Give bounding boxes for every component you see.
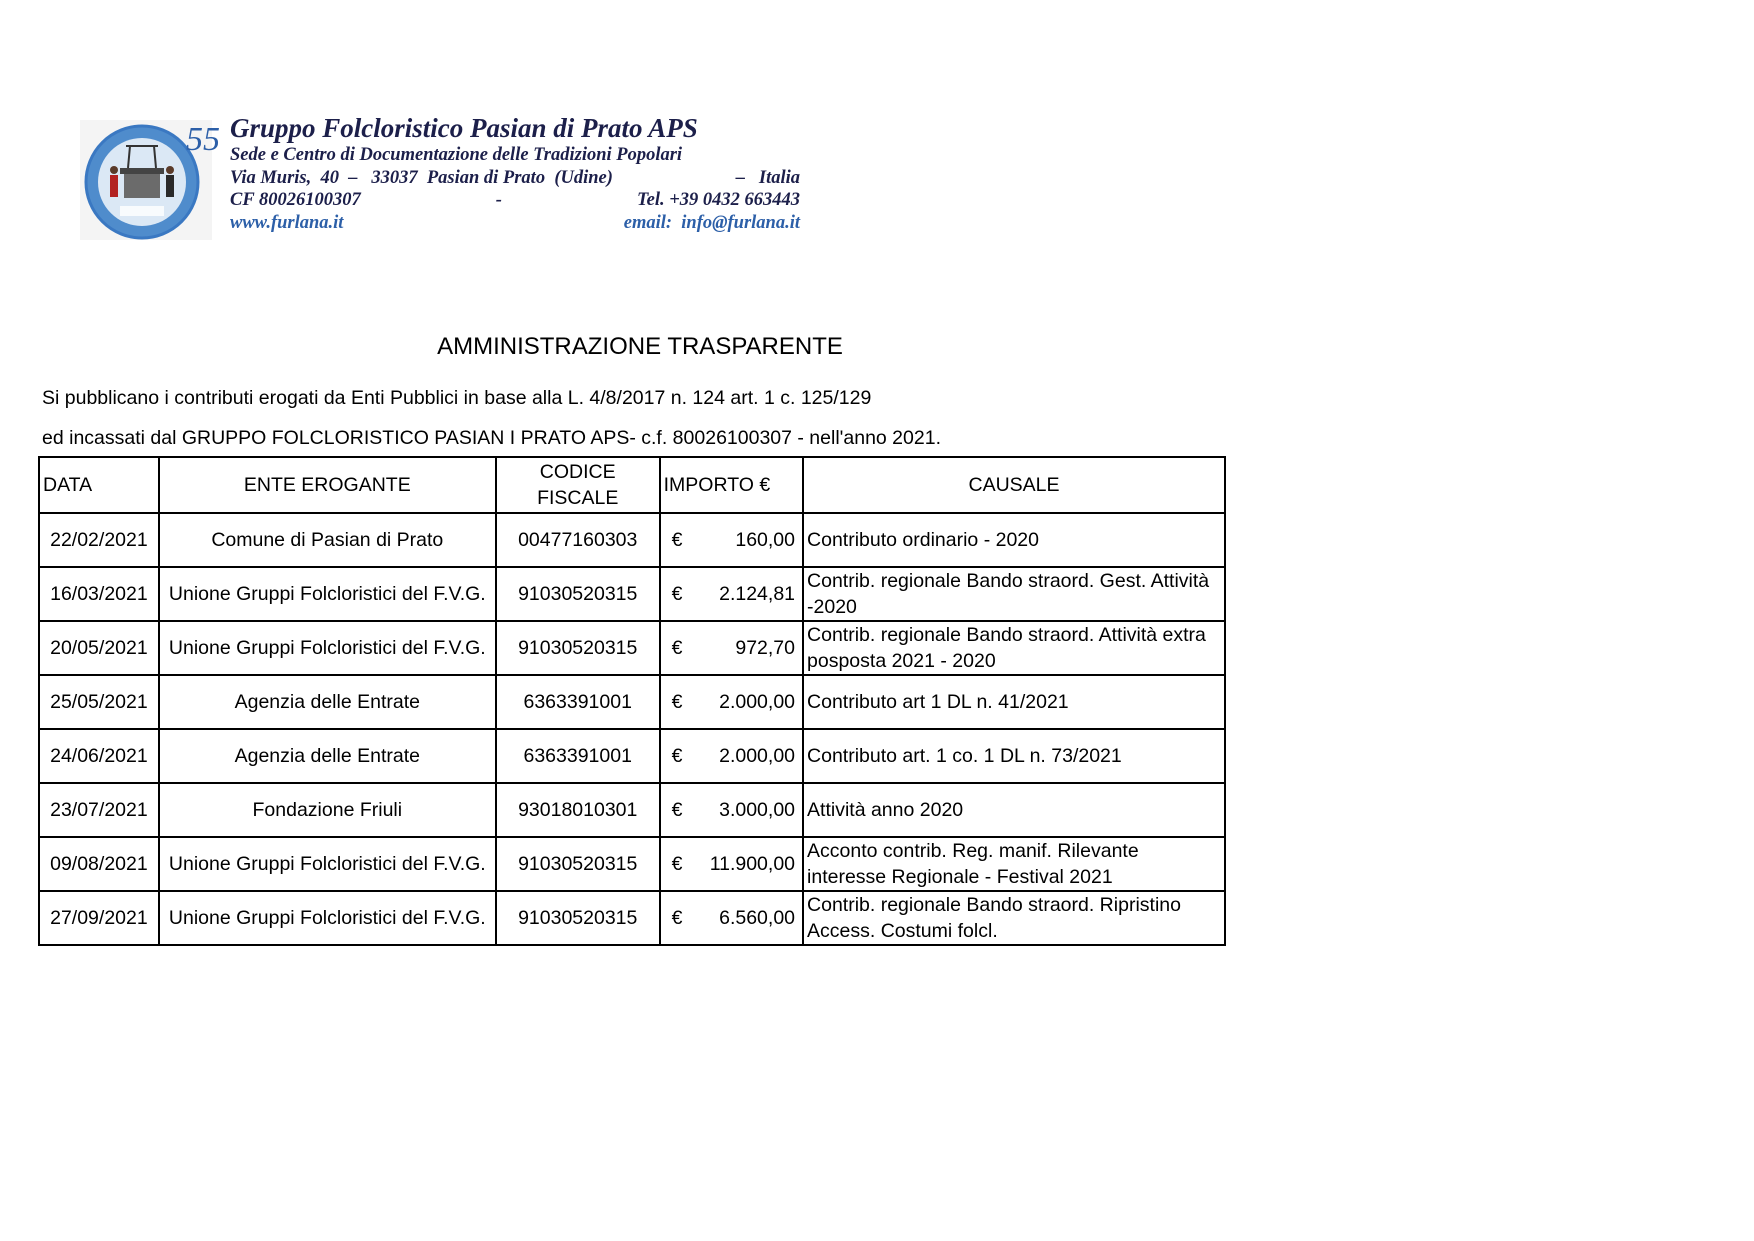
cell-date: 23/07/2021 bbox=[39, 783, 159, 837]
cell-importo bbox=[660, 837, 803, 891]
intro-line-2: ed incassati dal GRUPPO FOLCLORISTICO PASIAN I PRATO APS- c.f. 80026100307 - nell'anno 2021. bbox=[42, 427, 941, 449]
org-cf: CF 80026100307 bbox=[230, 190, 361, 210]
header-causale: CAUSALE bbox=[803, 457, 1225, 513]
table-header-row bbox=[39, 457, 1225, 513]
cell-importo bbox=[660, 675, 803, 729]
org-separator: - bbox=[495, 190, 502, 210]
page-title: AMMINISTRAZIONE TRASPARENTE bbox=[437, 333, 843, 360]
cell-cf: 00477160303 bbox=[496, 513, 660, 567]
amount: 160,00 bbox=[735, 529, 796, 551]
cell-cf: 6363391001 bbox=[496, 675, 660, 729]
cell-causale: Contributo ordinario - 2020 bbox=[803, 513, 1225, 567]
amount: 972,70 bbox=[735, 637, 796, 659]
cell-date: 20/05/2021 bbox=[39, 621, 159, 675]
currency-symbol: € bbox=[671, 583, 683, 605]
logo-number: 55 bbox=[186, 121, 220, 158]
org-phone: Tel. +39 0432 663443 bbox=[637, 190, 800, 210]
cell-cf: 6363391001 bbox=[496, 729, 660, 783]
amount: 3.000,00 bbox=[719, 799, 796, 821]
header-importo: IMPORTO € bbox=[660, 457, 803, 513]
cell-ente: Agenzia delle Entrate bbox=[159, 729, 496, 783]
table-row bbox=[39, 783, 1225, 837]
amount: 6.560,00 bbox=[719, 907, 796, 929]
currency-symbol: € bbox=[671, 745, 683, 767]
amount: 2.124,81 bbox=[719, 583, 796, 605]
cell-cf: 91030520315 bbox=[496, 837, 660, 891]
cell-importo bbox=[660, 891, 803, 945]
cell-date: 25/05/2021 bbox=[39, 675, 159, 729]
cell-causale: Contrib. regionale Bando straord. Attività extra posposta 2021 - 2020 bbox=[803, 621, 1225, 675]
cell-cf: 91030520315 bbox=[496, 891, 660, 945]
cell-ente: Agenzia delle Entrate bbox=[159, 675, 496, 729]
cell-ente: Unione Gruppi Folcloristici del F.V.G. bbox=[159, 891, 496, 945]
header-date: DATA bbox=[39, 457, 159, 513]
currency-symbol: € bbox=[671, 637, 683, 659]
logo-emblem-icon bbox=[80, 120, 220, 240]
cell-ente: Unione Gruppi Folcloristici del F.V.G. bbox=[159, 567, 496, 621]
intro-line-1: Si pubblicano i contributi erogati da Enti Pubblici in base alla L. 4/8/2017 n. 124 art. 1 c. 125/129 bbox=[42, 387, 872, 409]
logo bbox=[80, 120, 220, 240]
org-contacts bbox=[230, 189, 800, 212]
table-row bbox=[39, 891, 1225, 945]
cell-date: 16/03/2021 bbox=[39, 567, 159, 621]
cell-importo bbox=[660, 513, 803, 567]
amount: 2.000,00 bbox=[719, 745, 796, 767]
currency-symbol: € bbox=[671, 529, 683, 551]
cell-causale: Contrib. regionale Bando straord. Ripristino Access. Costumi folcl. bbox=[803, 891, 1225, 945]
table-row bbox=[39, 513, 1225, 567]
table-row bbox=[39, 729, 1225, 783]
cell-cf: 91030520315 bbox=[496, 621, 660, 675]
amount: 2.000,00 bbox=[719, 691, 796, 713]
cell-causale: Contributo art. 1 co. 1 DL n. 73/2021 bbox=[803, 729, 1225, 783]
org-email-link[interactable]: email: info@furlana.it bbox=[623, 212, 800, 233]
cell-importo bbox=[660, 783, 803, 837]
cell-importo bbox=[660, 729, 803, 783]
header-ente: ENTE EROGANTE bbox=[159, 457, 496, 513]
currency-symbol: € bbox=[671, 691, 683, 713]
table-row bbox=[39, 837, 1225, 891]
cell-ente: Unione Gruppi Folcloristici del F.V.G. bbox=[159, 837, 496, 891]
currency-symbol: € bbox=[671, 907, 683, 929]
cell-causale: Contrib. regionale Bando straord. Gest. Attività -2020 bbox=[803, 567, 1225, 621]
header-cf: CODICE FISCALE bbox=[496, 457, 660, 513]
currency-symbol: € bbox=[671, 853, 683, 875]
letterhead-text bbox=[230, 112, 800, 234]
cell-cf: 93018010301 bbox=[496, 783, 660, 837]
org-address-right: – Italia bbox=[735, 167, 800, 188]
cell-date: 27/09/2021 bbox=[39, 891, 159, 945]
cell-date: 09/08/2021 bbox=[39, 837, 159, 891]
cell-date: 22/02/2021 bbox=[39, 513, 159, 567]
cell-ente: Fondazione Friuli bbox=[159, 783, 496, 837]
org-address bbox=[230, 167, 800, 190]
letterhead bbox=[80, 112, 820, 242]
org-subtitle: Sede e Centro di Documentazione delle Tradizioni Popolari bbox=[230, 145, 683, 165]
cell-importo bbox=[660, 567, 803, 621]
cell-causale: Acconto contrib. Reg. manif. Rilevante interesse Regionale - Festival 2021 bbox=[803, 837, 1225, 891]
table-row bbox=[39, 567, 1225, 621]
cell-cf: 91030520315 bbox=[496, 567, 660, 621]
cell-causale: Contributo art 1 DL n. 41/2021 bbox=[803, 675, 1225, 729]
cell-causale: Attività anno 2020 bbox=[803, 783, 1225, 837]
org-address-left: Via Muris, 40 – 33037 Pasian di Prato (Udine) bbox=[230, 167, 613, 188]
org-web bbox=[230, 212, 800, 235]
org-website-link[interactable]: www.furlana.it bbox=[230, 212, 344, 233]
cell-ente: Comune di Pasian di Prato bbox=[159, 513, 496, 567]
amount: 11.900,00 bbox=[709, 853, 796, 875]
cell-importo bbox=[660, 621, 803, 675]
cell-date: 24/06/2021 bbox=[39, 729, 159, 783]
grants-table bbox=[38, 456, 1226, 946]
table-row bbox=[39, 621, 1225, 675]
table-row bbox=[39, 675, 1225, 729]
org-name: Gruppo Folcloristico Pasian di Prato APS bbox=[230, 113, 698, 143]
currency-symbol: € bbox=[671, 799, 683, 821]
cell-ente: Unione Gruppi Folcloristici del F.V.G. bbox=[159, 621, 496, 675]
